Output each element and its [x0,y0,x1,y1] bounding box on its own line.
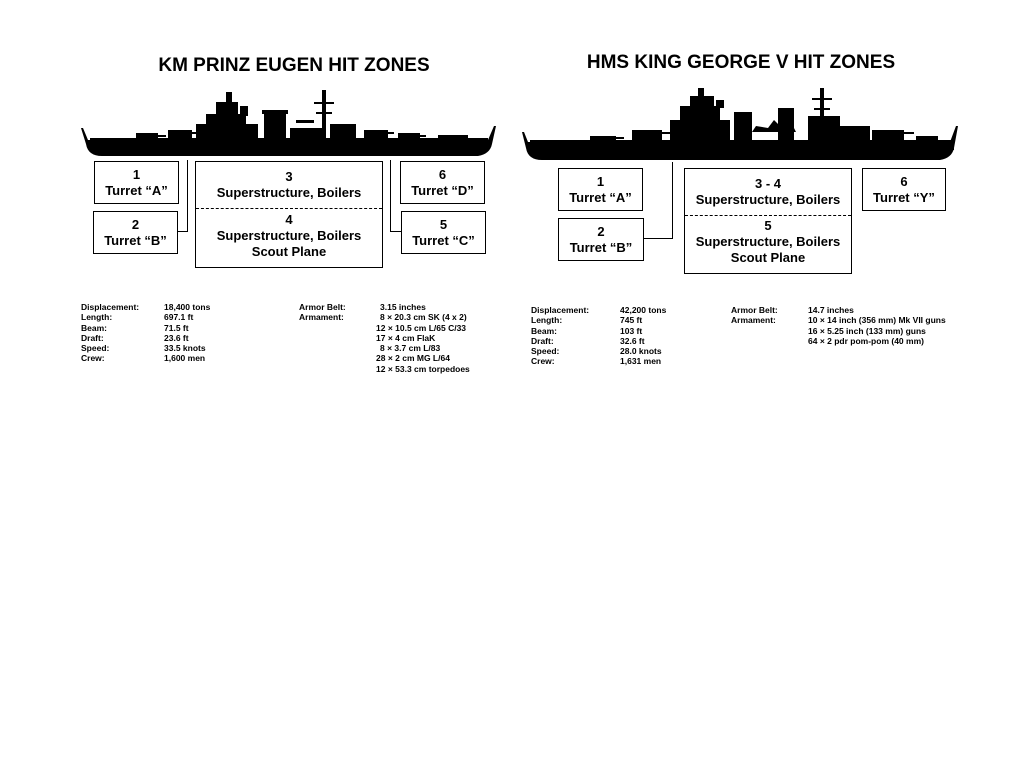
zone-number: 3 - 4 [754,176,781,191]
spec-key: Length: [531,315,563,326]
zone-number: 2 [131,216,140,232]
zone-label: Superstructure, Boilers [216,185,362,200]
spec-row [531,356,691,366]
connector-turret-b-h [178,231,188,232]
zone-number: 6 [900,173,908,189]
spec-row [81,353,231,363]
spec-value: 745 ft [620,315,643,326]
prinz-eugen-silhouette-icon [78,88,498,160]
connector-turret-c-h [390,231,401,232]
spec-value: 71.5 ft [164,322,189,333]
connector-turret-b-h [643,238,673,239]
zone-number: 1 [132,166,141,182]
zone-label: Superstructure, Boilers [695,192,841,207]
spec-key: Displacement: [531,305,590,315]
zone-6-turret-d [400,161,485,204]
zone-number: 3 [285,169,293,184]
spec-value: 697.1 ft [164,312,194,323]
spec-value: 42,200 tons [620,305,667,315]
zone-5 [685,217,851,267]
armament-item: 17 × 4 cm FlaK [376,332,436,343]
spec-row [81,343,231,353]
connector-turret-c [390,160,391,232]
zone-divider [196,208,382,209]
spec-row [81,302,231,312]
spec-key: Beam: [81,322,107,333]
right-specs-table [531,305,691,367]
zone-label: Turret “C” [412,232,475,248]
zone-number: 5 [764,218,772,233]
zone-4 [196,210,382,261]
armament-item: 28 × 2 cm MG L/64 [376,353,450,364]
left-armor-armament [299,302,489,374]
right-armor-armament [731,305,961,346]
zone-label: Superstructure, Boilers [216,227,362,243]
armament-item: 16 × 5.25 inch (133 mm) guns [808,325,926,336]
zone-label: Turret “B” [104,232,167,248]
spec-key: Speed: [81,343,110,354]
armament-item: 12 × 53.3 cm torpedoes [376,363,470,374]
spec-key: Displacement: [81,302,140,312]
zone-divider [685,215,851,216]
armor-belt-value: 14.7 inches [808,305,854,315]
zone-label: Turret “D” [411,182,474,198]
spec-value: 28.0 knots [620,346,662,357]
zone-3-4-superstructure [195,161,383,268]
zone-number: 2 [597,223,605,239]
zone-2-turret-b [558,218,644,261]
zone-number: 1 [596,173,605,189]
spec-value: 103 ft [620,325,643,336]
spec-key: Draft: [81,332,104,343]
zone-1-turret-a [94,161,179,204]
spec-key: Length: [81,312,113,323]
spec-row [531,305,691,315]
zone-label: Turret “Y” [873,189,935,205]
spec-row [81,333,231,343]
zone-number: 6 [438,166,447,182]
armament-label: Armament: [731,315,776,326]
zone-3 [196,162,382,208]
zone-label: Turret “B” [569,239,633,255]
spec-row [81,323,231,333]
spec-value: 23.6 ft [164,332,189,343]
armament-item: 64 × 2 pdr pom-pom (40 mm) [808,335,924,346]
spec-row [531,326,691,336]
armor-belt-label: Armor Belt: [731,305,778,315]
right-title: HMS KING GEORGE V HIT ZONES [586,52,896,73]
spec-row [531,346,691,356]
spec-key: Crew: [531,356,555,367]
spec-value: 18,400 tons [164,302,211,312]
connector-turret-b [187,160,188,232]
zone-3-4 [685,169,851,215]
armament-label: Armament: [299,312,344,323]
zone-5-turret-c [401,211,486,254]
armor-belt-label: Armor Belt: [299,302,346,312]
left-title: KM PRINZ EUGEN HIT ZONES [158,55,430,76]
left-specs-table [81,302,231,364]
zone-number: 5 [439,216,448,232]
zone-label-2: Scout Plane [251,243,327,259]
spec-key: Speed: [531,346,560,357]
connector-turret-b [672,162,673,239]
spec-key: Beam: [531,325,557,336]
zone-label: Turret “A” [105,182,168,198]
spec-row [531,336,691,346]
spec-value: 1,631 men [620,356,662,367]
spec-row [81,312,231,322]
spec-key: Draft: [531,335,554,346]
spec-value: 1,600 men [164,353,206,364]
zone-label: Superstructure, Boilers [695,234,841,249]
spec-value: 33.5 knots [164,343,206,354]
zone-6-turret-y [862,168,946,211]
armament-item: 12 × 10.5 cm L/65 C/33 [376,322,467,333]
armament-item: 8 × 3.7 cm L/83 [380,343,441,354]
spec-row [531,315,691,325]
king-george-v-silhouette-icon [520,86,960,162]
zone-1-turret-a [558,168,643,211]
zone-2-turret-b [93,211,178,254]
armor-belt-value: 3.15 inches [380,302,426,312]
zone-label: Turret “A” [569,189,632,205]
zone-number: 4 [285,211,293,227]
armament-item: 8 × 20.3 cm SK (4 x 2) [380,312,467,323]
spec-key: Crew: [81,353,105,364]
armament-item: 10 × 14 inch (356 mm) Mk VII guns [808,315,946,326]
zone-3-5-superstructure [684,168,852,274]
spec-value: 32.6 ft [620,335,645,346]
zone-label-2: Scout Plane [730,250,806,265]
